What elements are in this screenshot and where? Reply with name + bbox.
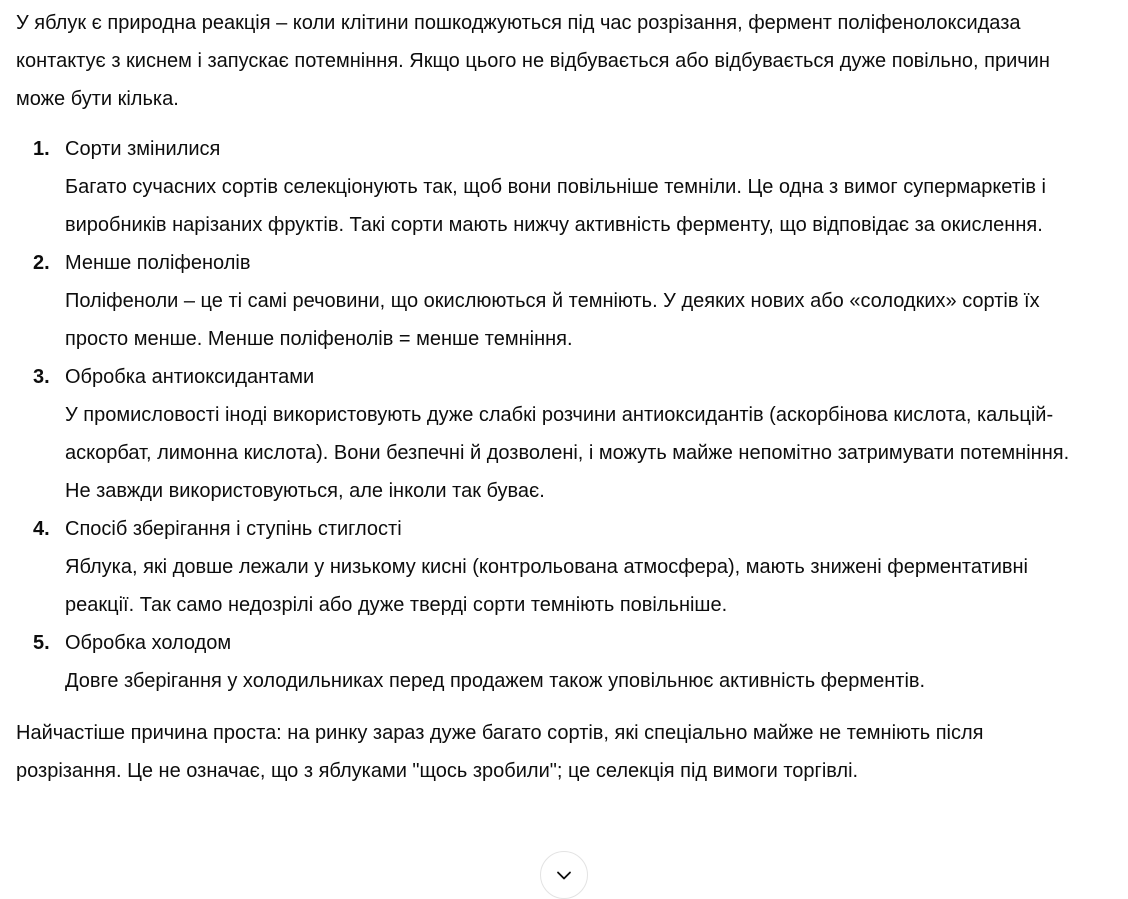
list-item-body: Поліфеноли – це ті самі речовини, що окислюються й темніють. У деяких нових або «солодких» сортів їх просто менше. Менше поліфенолів = менше темніння.	[65, 290, 1040, 350]
list-item-number: 5.	[33, 632, 50, 654]
list-item-title: Спосіб зберігання і ступінь стиглості	[65, 518, 402, 540]
list-item-body: Багато сучасних сортів селекціонують так, щоб вони повільніше темніли. Це одна з вимог супермаркетів і виробників нарізаних фруктів. Такі сорти мають нижчу активність ферменту, що відповідає за окислення.	[65, 176, 1046, 236]
list-item-content	[65, 358, 1094, 510]
list-item	[16, 244, 1094, 358]
outro-paragraph: Найчастіше причина проста: на ринку зараз дуже багато сортів, які спеціально майже не темніють після розрізання. Це не означає, що з яблуками "щось зробили"; це селекція під вимоги торгівлі.	[16, 722, 984, 782]
list-item-title: Обробка антиоксидантами	[65, 366, 315, 388]
list-item-title: Менше поліфенолів	[65, 252, 251, 274]
list-item-number: 4.	[33, 518, 50, 540]
list-item-number: 3.	[33, 366, 50, 388]
list-item-body: У промисловості іноді використовують дуже слабкі розчини антиоксидантів (аскорбінова кислота, кальцій-аскорбат, лимонна кислота). Вони безпечні й дозволені, і можуть майже непомітно затримувати потемніння. Не завжди використовуються, але інколи так буває.	[65, 404, 1070, 502]
list-item	[16, 510, 1094, 624]
intro-paragraph: У яблук є природна реакція – коли клітини пошкоджуються під час розрізання, фермент поліфенолоксидаза контактує з киснем і запускає потемніння. Якщо цього не відбувається або відбувається дуже повільно, причин може бути кілька.	[16, 12, 1050, 110]
list-item-number: 2.	[33, 252, 50, 274]
list-item-number: 1.	[33, 138, 50, 160]
reasons-list	[16, 130, 1094, 700]
list-item-body: Яблука, які довше лежали у низькому кисні (контрольована атмосфера), мають знижені ферментативні реакції. Так само недозрілі або дуже тверді сорти темніють повільніше.	[65, 556, 1028, 616]
list-item-content	[65, 624, 1094, 700]
list-item	[16, 358, 1094, 510]
list-item-body: Довге зберігання у холодильниках перед продажем також уповільнює активність ферментів.	[65, 670, 926, 692]
list-item-content	[65, 130, 1094, 244]
chevron-down-icon	[554, 865, 574, 885]
list-item	[16, 130, 1094, 244]
list-item	[16, 624, 1094, 700]
list-item-content	[65, 244, 1094, 358]
scroll-to-bottom-button[interactable]	[540, 851, 588, 899]
list-item-content	[65, 510, 1094, 624]
list-item-title: Сорти змінилися	[65, 138, 221, 160]
list-item-title: Обробка холодом	[65, 632, 232, 654]
